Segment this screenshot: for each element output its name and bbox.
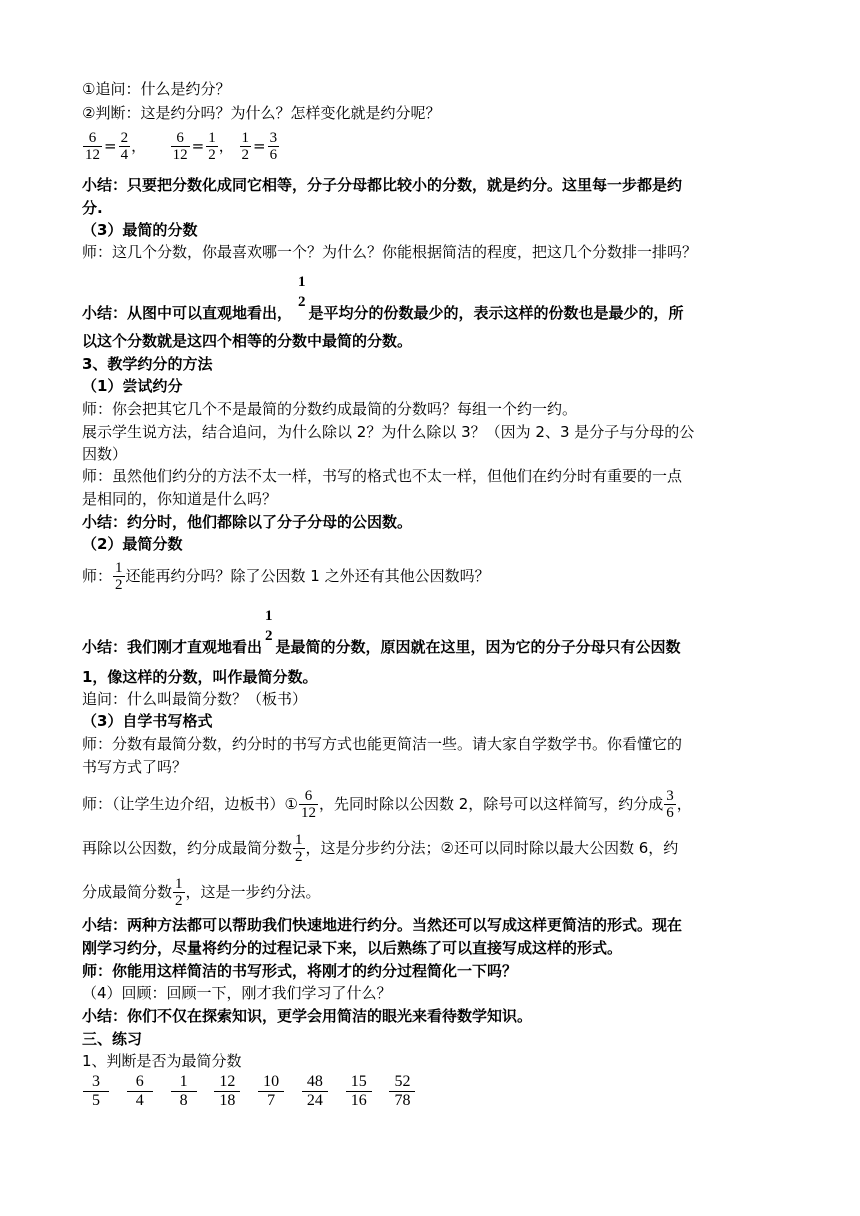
fraction: $\frac{1}{2}$ — [175, 876, 183, 909]
paragraph: 展示学生说方法，结合追问，为什么除以 2？为什么除以 3？（因为 2、3 是分子与分母的公 — [82, 423, 695, 441]
paragraph: 师： $\frac{1}{2}$ 还能再约分吗？除了公因数 1 之外还有其他公因数吗？ — [82, 560, 490, 593]
fraction: $\frac{1}{2}$ — [115, 560, 123, 593]
paragraph: 师：分数有最简分数，约分时的书写方式也能更简洁一些。请大家自学数学书。你看懂它的 — [82, 735, 683, 753]
paragraph: 是相同的，你知道是什么吗？ — [82, 490, 278, 508]
fraction: $\frac{1}{2}$ — [241, 130, 250, 163]
paragraph: 分成最简分数 $\frac{1}{2}$ ，这是一步约分法。 — [82, 876, 321, 909]
section-heading: （3）自学书写格式 — [82, 712, 213, 730]
exercise-fraction: $\frac{1}{8}$ — [171, 1074, 197, 1109]
exercise-fraction: $\frac{10}{7}$ — [258, 1074, 284, 1109]
paragraph: 因数） — [82, 445, 128, 463]
section-heading: （2）最简分数 — [82, 535, 183, 553]
exercise-fraction: $\frac{48}{24}$ — [302, 1074, 328, 1109]
fraction: $\frac{1}{2}$ — [208, 130, 216, 163]
summary: 以这个分数就是这四个相等的分数中最简的分数。 — [82, 332, 413, 350]
fraction: 1 2 — [298, 274, 306, 310]
fraction: $\frac{3}{6}$ — [269, 130, 278, 163]
summary: 小结：两种方法都可以帮助我们快速地进行约分。当然还可以写成这样更简洁的形式。现在 — [82, 916, 683, 934]
paragraph: 师：虽然他们约分的方法不太一样，书写的格式也不太一样，但他们在约分时有重要的一点 — [82, 467, 683, 485]
paragraph: 师：（让学生边介绍，边板书）① $\frac{6}{12}$ ，先同时除以公因数 2，除号可以这样简写，约分成 $\frac{3}{6}$ ， — [82, 788, 692, 821]
paragraph: 书写方式了吗？ — [82, 758, 188, 776]
fraction: $\frac{6}{12}$ — [85, 130, 100, 163]
fraction: $\frac{6}{12}$ — [300, 788, 316, 821]
exercise-fraction: $\frac{3}{5}$ — [83, 1074, 109, 1109]
summary: 分. — [82, 199, 103, 217]
paragraph: （4）回顾：回顾一下，刚才我们学习了什么？ — [82, 984, 392, 1002]
fraction: $\frac{2}{4}$ — [120, 130, 129, 163]
exercise-fraction: $\frac{6}{4}$ — [127, 1074, 153, 1109]
summary: 小结：只要把分数化成同它相等，分子分母都比较小的分数，就是约分。这里每一步都是约 — [82, 176, 683, 194]
section-heading: 三、练习 — [82, 1030, 143, 1048]
fraction: $\frac{1}{2}$ — [295, 832, 303, 865]
fraction: $\frac{6}{12}$ — [172, 130, 188, 163]
section-heading: （3）最简的分数 — [82, 221, 198, 239]
fraction: $\frac{3}{6}$ — [666, 788, 674, 821]
summary: 小结：约分时，他们都除以了分子分母的公因数。 — [82, 513, 413, 531]
summary: 小结：你们不仅在探索知识，更学会用简洁的眼光来看待数学知识。 — [82, 1007, 533, 1025]
summary: 师：你能用这样简洁的书写形式，将刚才的约分过程简化一下吗？ — [82, 962, 518, 980]
fraction: 1 2 — [265, 608, 273, 644]
summary: 小结：我们刚才直观地看出 1 2 是最简的分数，原因就在这里，因为它的分子分母只有公因数 — [82, 608, 681, 656]
exercise-title: 1、判断是否为最简分数 — [82, 1052, 242, 1070]
fraction-equations: $\frac{6}{12}$ = $\frac{2}{4}$ ， $\frac{6}{12}$ = $\frac{1}{2}$ ， $\frac{1}{2}$ = $\frac{3}{6}$ — [85, 130, 278, 163]
exercise-fraction: $\frac{52}{78}$ — [389, 1074, 415, 1109]
paragraph: ②判断：这是约分吗？为什么？怎样变化就是约分呢？ — [82, 104, 441, 122]
summary: 小结：从图中可以直观地看出， 1 2 是平均分的份数最少的，表示这样的份数也是最少的，所 — [82, 274, 684, 322]
paragraph: 师：这几个分数，你最喜欢哪一个？为什么？你能根据简洁的程度，把这几个分数排一排吗？ — [82, 243, 698, 261]
exercise-fraction: $\frac{12}{18}$ — [214, 1074, 240, 1109]
section-heading: 3、教学约分的方法 — [82, 355, 213, 373]
summary: 1，像这样的分数，叫作最简分数。 — [82, 668, 318, 686]
section-heading: （1）尝试约分 — [82, 377, 183, 395]
exercise-fractions — [82, 1074, 427, 1109]
exercise-fraction: $\frac{15}{16}$ — [346, 1074, 372, 1109]
summary: 刚学习约分，尽量将约分的过程记录下来，以后熟练了可以直接写成这样的形式。 — [82, 939, 623, 957]
paragraph: 再除以公因数，约分成最简分数 $\frac{1}{2}$ ，这是分步约分法；②还可以同时除以最大公因数 6，约 — [82, 832, 679, 865]
paragraph: 追问：什么叫最简分数？（板书） — [82, 690, 308, 708]
paragraph: ①追问：什么是约分？ — [82, 80, 231, 98]
paragraph: 师：你会把其它几个不是最简的分数约成最简的分数吗？每组一个约一约。 — [82, 400, 578, 418]
